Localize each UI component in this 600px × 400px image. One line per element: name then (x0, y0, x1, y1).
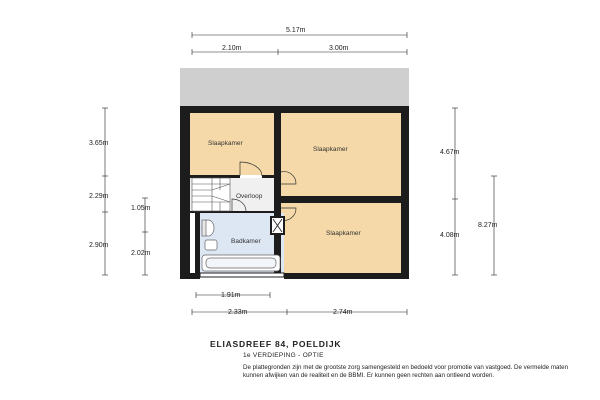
dim-left-inner-b: 2.02m (131, 250, 151, 257)
dim-top-right: 3.00m (329, 45, 349, 52)
dim-bottom-right: 2.74m (333, 309, 353, 316)
floor-bedroom-top-right (281, 113, 401, 196)
dim-right-total: 8.27m (478, 222, 498, 229)
dim-left-a: 3.65m (89, 140, 109, 147)
floor-bedroom-bottom-right (281, 203, 401, 273)
room-label-bedroom-top-left: Slaapkamer (208, 140, 243, 147)
dim-right-b: 4.08m (440, 232, 460, 239)
dim-top-total: 5.17m (286, 27, 306, 34)
sink (205, 240, 217, 250)
caption-disclaimer: De plattegronden zijn met de grootste zorg samengesteld en bedoeld voor promotie van vastgoed. De vermelde maten kunnen afwijken van de realiteit en de BBMI. Er kunnen geen rechten aan ontleend worden. (243, 364, 569, 380)
room-label-bedroom-bottom-right: Slaapkamer (326, 230, 361, 237)
room-label-landing: Overloop (236, 193, 263, 200)
staircase (192, 178, 230, 211)
dim-top-left: 2.10m (222, 45, 242, 52)
room-label-bedroom-top-right: Slaapkamer (313, 146, 348, 153)
dim-bottom-inner: 1.91m (221, 292, 241, 299)
vent-shaft (271, 217, 284, 234)
dim-bottom-left: 2.33m (228, 309, 248, 316)
dim-left-inner-a: 1.05m (131, 205, 151, 212)
room-label-bathroom: Badkamer (231, 238, 261, 245)
caption-title: ELIASDREEF 84, POELDIJK (210, 339, 342, 349)
caption-subtitle: 1e VERDIEPING - OPTIE (243, 352, 324, 359)
dim-right-a: 4.67m (440, 149, 460, 156)
roof-area (180, 68, 409, 108)
bathroom-window (200, 273, 284, 277)
dim-left-c: 2.90m (89, 242, 109, 249)
dim-left-b: 2.29m (89, 193, 109, 200)
